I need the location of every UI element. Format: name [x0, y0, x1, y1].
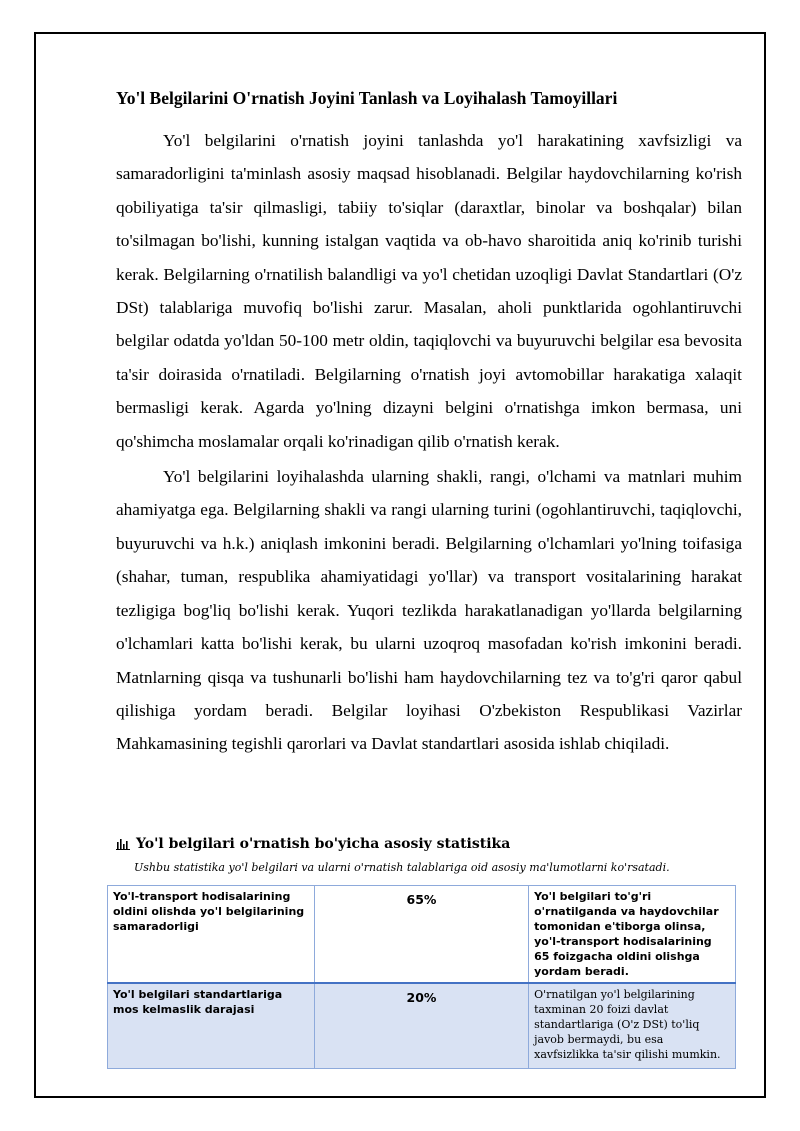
- stats-heading-row: [116, 834, 742, 854]
- row-value: 65%: [314, 886, 528, 984]
- document-body: [116, 86, 742, 763]
- bar-chart-icon: [116, 838, 130, 850]
- row-description: O'rnatilgan yo'l belgilarining taxminan 20 foizi davlat standartlariga (O'z DSt) to'liq javob bermaydi, bu esa xavfsizlikka ta'sir qilishi mumkin.: [529, 983, 736, 1069]
- table-row: [108, 983, 736, 1069]
- row-value: 20%: [314, 983, 528, 1069]
- stats-table: [107, 885, 736, 1069]
- paragraph-1: Yo'l belgilarini o'rnatish joyini tanlashda yo'l harakatining xavfsizligi va samaradorligini ta'minlash asosiy maqsad hisoblanadi. Belgilar haydovchilarning ko'rish qobiliyatiga ta'sir qilmasligi, tabiiy to'siqlar (daraxtlar, binolar va boshqalar) bilan to'silmagan bo'lishi, kunning istalgan vaqtida va ob-havo sharoitida aniq ko'rinib turishi kerak. Belgilarning o'rnatilish balandligi va yo'l chetidan uzoqligi Davlat Standartlari (O'z DSt) talablariga muvofiq bo'lishi zarur. Masalan, aholi punktlarida ogohlantiruvchi belgilar odatda yo'ldan 50-100 metr oldin, taqiqlovchi va buyuruvchi belgilar esa bevosita ta'sir doirasida o'rnatiladi. Belgilarning o'rnatish joyi avtomobillar harakatiga xalaqit bermasligi kerak. Agarda yo'lning dizayni belgini o'rnatishga imkon bermasa, uni qo'shimcha moslamalar orqali ko'rinadigan qilib o'rnatish kerak.: [116, 131, 742, 451]
- stats-section: [116, 834, 742, 880]
- row-label: Yo'l belgilari standartlariga mos kelmaslik darajasi: [108, 983, 315, 1069]
- document-title: Yo'l Belgilarini O'rnatish Joyini Tanlash va Loyihalash Tamoyillari: [116, 88, 618, 108]
- row-label: Yo'l-transport hodisalarining oldini olishda yo'l belgilarining samaradorligi: [108, 886, 315, 984]
- stats-heading: Yo'l belgilari o'rnatish bo'yicha asosiy statistika: [136, 836, 511, 852]
- paragraph-2: Yo'l belgilarini loyihalashda ularning shakli, rangi, o'lchami va matnlari muhim ahamiyatga ega. Belgilarning shakli va rangi ularning turini (ogohlantiruvchi, taqiqlovchi, buyuruvchi va h.k.) aniqlash imkonini beradi. Belgilarning o'lchamlari yo'lning toifasiga (shahar, tuman, respublika ahamiyatidagi yo'llar) va transport vositalarining harakat tezligiga bog'liq bo'lishi kerak. Yuqori tezlikda harakatlanadigan yo'llarda belgilarning o'lchamlari katta bo'lishi kerak, bu ularni uzoqroq masofadan ko'rish imkonini beradi. Matnlarning qisqa va tushunarli bo'lishi ham haydovchilarning tez va to'g'ri qaror qabul qilishiga yordam beradi. Belgilar loyihasi O'zbekiston Respublikasi Vazirlar Mahkamasining tegishli qarorlari va Davlat standartlari asosida ishlab chiqiladi.: [116, 467, 742, 754]
- table-row: [108, 886, 736, 984]
- row-description: Yo'l belgilari to'g'ri o'rnatilganda va haydovchilar tomonidan e'tiborga olinsa, yo'l-transport hodisalarining 65 foizgacha oldini olishga yordam beradi.: [529, 886, 736, 984]
- stats-note: Ushbu statistika yo'l belgilari va ularni o'rnatish talablariga oid asosiy ma'lumotlarni ko'rsatadi.: [134, 861, 670, 874]
